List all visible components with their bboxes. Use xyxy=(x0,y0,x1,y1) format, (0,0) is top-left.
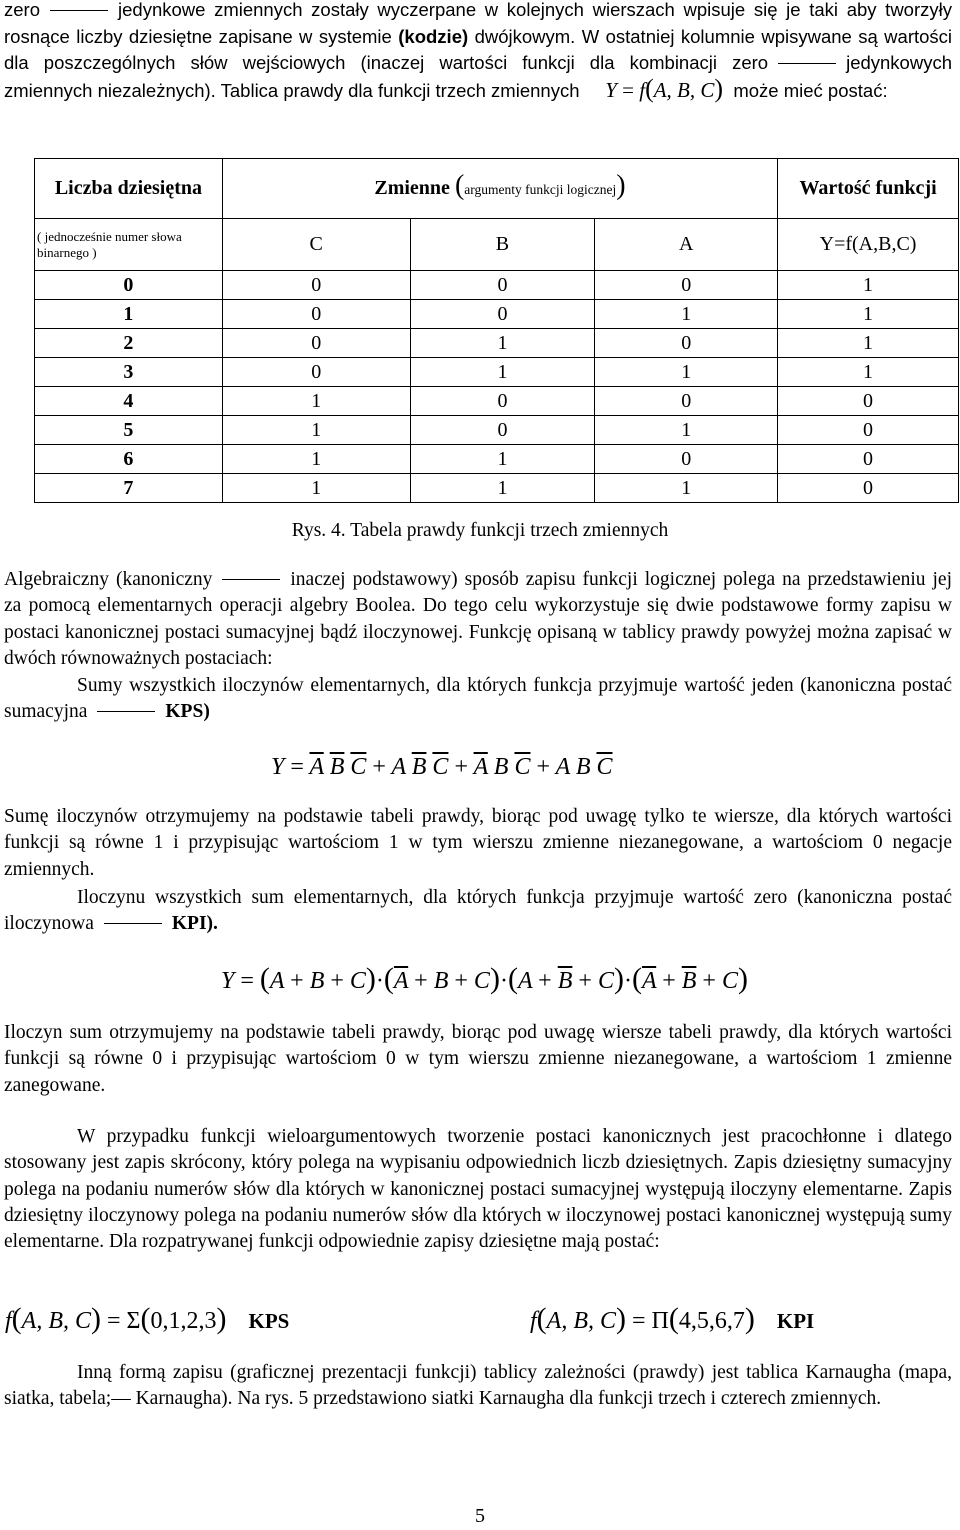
header-var-c: C xyxy=(222,219,410,271)
header-decimal-note: ( jednocześnie numer słowa binarnego ) xyxy=(35,219,223,271)
paragraph-sum-of-products: Sumę iloczynów otrzymujemy na podstawie tabeli prawdy, biorąc pod uwagę tylko te wiersze, dla których wartości funkcji są równe 1 i przypisując wartościom 1 w tym wierszu zmienne niezanegowane, a wartościom 0 negacje zmiennych. xyxy=(4,806,952,880)
truth-table xyxy=(34,158,959,503)
header-var-a: A xyxy=(595,219,778,271)
cell-variable: 1 xyxy=(595,474,778,503)
cell-variable: 0 xyxy=(222,300,410,329)
header-var-b: B xyxy=(410,219,595,271)
kps-bold: KPS) xyxy=(165,701,210,723)
intro-text-3: jedynkowych zmiennych niezależnych). Tablica prawdy dla funkcji trzech zmiennych xyxy=(4,52,952,101)
cell-variable: 0 xyxy=(410,416,595,445)
cell-decimal: 4 xyxy=(35,387,223,416)
cell-function-value: 0 xyxy=(778,416,959,445)
cell-decimal: 1 xyxy=(35,300,223,329)
cell-variable: 1 xyxy=(595,358,778,387)
table-row xyxy=(35,387,959,416)
paragraph-kps xyxy=(4,673,952,726)
canonical-text-1: Algebraiczny (kanoniczny xyxy=(4,569,213,590)
cell-function-value: 0 xyxy=(778,387,959,416)
label-kps: KPS xyxy=(248,1309,290,1333)
cell-function-value: 1 xyxy=(778,329,959,358)
cell-variable: 1 xyxy=(410,445,595,474)
word-zero: zero xyxy=(4,0,40,20)
cell-variable: 1 xyxy=(595,416,778,445)
cell-decimal: 5 xyxy=(35,416,223,445)
formula-kps: $Y = \overline{A}$ $\overline{B}$ $\overline{C} + A$ $\overline{B}$ $\overline{C} + \overline{A}$ B $\overline{C} + A$ B $\overline{C}$ xyxy=(271,754,613,780)
cell-decimal: 0 xyxy=(35,271,223,300)
cell-function-value: 1 xyxy=(778,358,959,387)
cell-variable: 1 xyxy=(222,445,410,474)
paragraph-kpi xyxy=(4,885,952,938)
formula-y-fabc: Y = f(A, B, C) xyxy=(605,73,724,103)
cell-variable: 0 xyxy=(595,329,778,358)
cell-decimal: 6 xyxy=(35,445,223,474)
intro-bold: (kodzie) xyxy=(398,25,469,47)
kpi-bold: KPI). xyxy=(171,913,218,935)
header-variables: Zmienne (argumenty funkcji logicznej) xyxy=(222,159,777,219)
header-function: Y=f(A,B,C) xyxy=(778,219,959,271)
cell-variable: 1 xyxy=(595,300,778,329)
short-notation-kps: f(A, B, C) = Σ(0,1,2,3) KPS xyxy=(5,1302,290,1335)
table-subheader-row xyxy=(35,219,959,271)
cell-variable: 0 xyxy=(410,271,595,300)
formula-kpi: $Y = (A + B + C)\cdot(\overline{A} + B + C)\cdot(A + \overline{B} + C)\cdot(\overline{A} + \overline{B} + C)$ xyxy=(221,962,748,995)
paragraph-product-of-sums: Iloczyn sum otrzymujemy na podstawie tabeli prawdy, biorąc pod uwagę wiersze tabeli prawdy, dla których wartości funkcji są równe 0 i przypisując wartościom 0 w tym wierszu zmienne niezanegowane, a wartościom 1 zmienne zanegowane. xyxy=(4,1022,952,1096)
cell-decimal: 7 xyxy=(35,474,223,503)
paragraph-karnaugh: Inną formą zapisu (graficznej prezentacji funkcji) tablicy zależności (prawdy) jest tablica Karnaugha (mapa, siatka, tabela;— Karnaugha). Na rys. 5 przedstawiono siatki Karnaugha dla funkcji trzech i czterech zmiennych. xyxy=(4,1362,952,1410)
cell-variable: 1 xyxy=(410,474,595,503)
cell-variable: 0 xyxy=(595,271,778,300)
intro-text: jedynkowe zmiennych zostały wyczerpane w kolejnych wierszach wpisuje się je taki aby tworzyły rosnące liczby dziesiętne zapisane w systemie xyxy=(4,0,952,47)
page-number: 5 xyxy=(475,1505,485,1527)
figure-caption: Rys. 4. Tabela prawdy funkcji trzech zmiennych xyxy=(291,520,669,541)
em-dash-2 xyxy=(778,63,836,64)
intro-text-2: dwójkowym. W ostatniej kolumnie wpisywane są wartości dla poszczególnych słów wejściowych (inaczej wartości funkcji dla kombinacji zero xyxy=(4,25,953,73)
header-decimal: Liczba dziesiętna xyxy=(35,159,223,219)
kps-text: Sumy wszystkich iloczynów elementarnych, dla których funkcja przyjmuje wartość jeden (kanoniczna postać sumacyjna xyxy=(4,675,952,723)
cell-decimal: 3 xyxy=(35,358,223,387)
paragraph-intro xyxy=(4,0,952,104)
cell-function-value: 1 xyxy=(778,300,959,329)
canonical-text-2: inaczej podstawowy) sposób zapisu funkcji logicznej polega na przedstawieniu jej za pomocą elementarnych operacji algebry Boolea. Do tego celu wykorzystuje się dwie podstawowe formy zapisu w postaci kanonicznej postaci sumacyjnej bądź iloczynowej. Funkcję opisaną w tablicy prawdy powyżej można zapisać w dwóch równoważnych postaciach: xyxy=(4,569,952,669)
cell-variable: 0 xyxy=(595,387,778,416)
cell-variable: 1 xyxy=(222,416,410,445)
label-kpi: KPI xyxy=(776,1309,815,1333)
em-dash-5 xyxy=(104,923,162,924)
cell-variable: 1 xyxy=(410,329,595,358)
cell-function-value: 0 xyxy=(778,474,959,503)
table-row xyxy=(35,358,959,387)
kpi-text: Iloczynu wszystkich sum elementarnych, dla których funkcja przyjmuje wartość zero (kanoniczna postać iloczynowa xyxy=(4,887,952,935)
short-notation-kpi: f(A, B, C) = Π(4,5,6,7) KPI xyxy=(530,1302,815,1335)
header-function-value: Wartość funkcji xyxy=(778,159,959,219)
cell-variable: 0 xyxy=(222,271,410,300)
table-row xyxy=(35,474,959,503)
cell-variable: 0 xyxy=(410,387,595,416)
paragraph-shortened-notation: W przypadku funkcji wieloargumentowych tworzenie postaci kanonicznych jest pracochłonne i dlatego stosowany jest zapis skrócony, który polega na wypisaniu odpowiednich liczb dziesiętnych. Zapis dziesiętny sumacyjny polega na podaniu numerów słów dla których w kanonicznej postaci sumacyjnej występują iloczyny elementarne. Zapis dziesiętny iloczynowy polega na podaniu numerów słów dla których w iloczynowej postaci kanonicznej występują sumy elementarne. Dla rozpatrywanej funkcji odpowiednie zapisy dziesiętne mają postać: xyxy=(4,1126,952,1253)
table-row xyxy=(35,445,959,474)
cell-variable: 1 xyxy=(222,387,410,416)
em-dash xyxy=(50,10,108,11)
em-dash-3 xyxy=(222,579,280,580)
cell-variable: 0 xyxy=(222,358,410,387)
cell-variable: 0 xyxy=(595,445,778,474)
table-row xyxy=(35,271,959,300)
cell-variable: 1 xyxy=(410,358,595,387)
table-header-row xyxy=(35,159,959,219)
table-row xyxy=(35,329,959,358)
cell-decimal: 2 xyxy=(35,329,223,358)
intro-text-4: może mieć postać: xyxy=(733,79,888,101)
table-row xyxy=(35,416,959,445)
cell-function-value: 1 xyxy=(778,271,959,300)
table-row xyxy=(35,300,959,329)
cell-variable: 1 xyxy=(222,474,410,503)
cell-function-value: 0 xyxy=(778,445,959,474)
cell-variable: 0 xyxy=(410,300,595,329)
cell-variable: 0 xyxy=(222,329,410,358)
paragraph-canonical xyxy=(4,567,952,672)
em-dash-4 xyxy=(97,711,155,712)
